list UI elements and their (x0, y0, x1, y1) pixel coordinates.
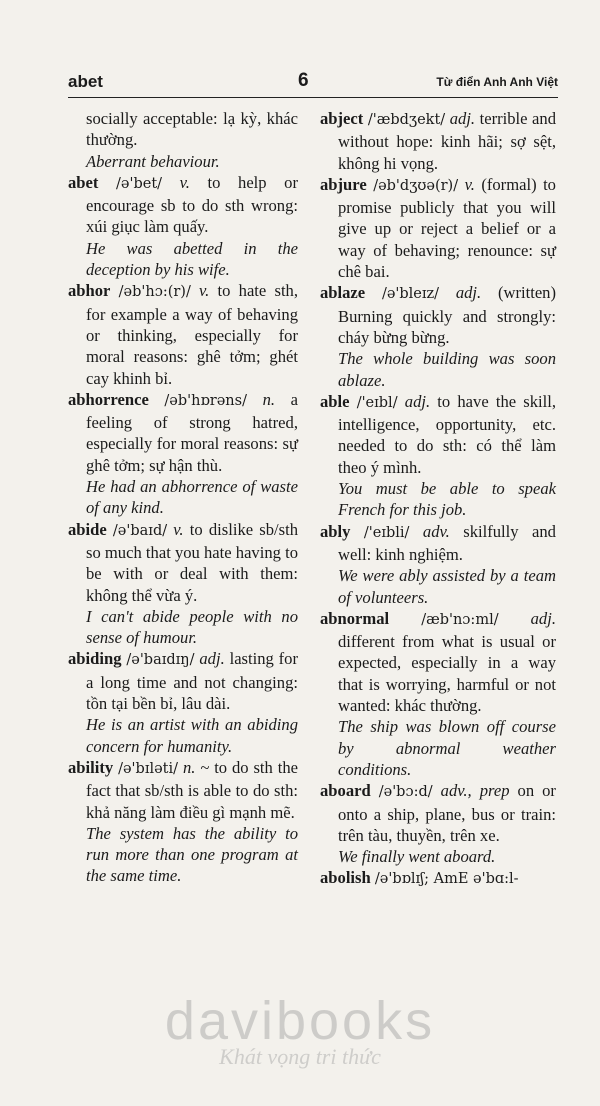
example-sentence: He was abetted in the deception by his wife. (86, 238, 298, 280)
headword: ably (320, 521, 351, 541)
dictionary-entry (68, 280, 298, 388)
pronunciation: /əb'hɒrəns/ (164, 392, 247, 409)
pronunciation: /'æbdʒekt/ (367, 112, 446, 128)
definition: socially acceptable: lạ kỳ, khác thường. (86, 109, 298, 150)
definition: on or onto a ship, plane, bus or train: trên tàu, thuyền, trên xe. (338, 781, 556, 845)
pronunciation: /əb'hɔ:(r)/ (118, 284, 191, 301)
dictionary-entry (320, 867, 556, 890)
pronunciation: /ə'baɪdɪŋ/ (126, 652, 195, 669)
pronunciation: /æb'nɔ:ml/ (421, 611, 499, 628)
headword: abject (320, 109, 364, 128)
example-sentence: We were ably assisted by a team of volunteers. (338, 566, 556, 607)
guide-word: abet (68, 72, 103, 91)
dictionary-entry (320, 174, 556, 282)
definition: to have the skill, intelligence, opportunity, etc. needed to do sth: có thể làm theo ý mình. (338, 391, 557, 477)
example-sentence: We finally went aboard. (338, 847, 496, 867)
pronunciation: /əb'dʒʊə(r)/ (373, 177, 459, 194)
headword: abide (68, 519, 107, 539)
dictionary-entry (320, 780, 556, 846)
dictionary-entry (68, 519, 298, 606)
example-sentence: The whole building was soon ablaze. (338, 349, 556, 390)
headword: abhorrence (68, 389, 149, 409)
part-of-speech: v. (179, 172, 190, 192)
part-of-speech: adj. (449, 109, 476, 128)
watermark-tagline: Khát vọng tri thức (219, 1044, 381, 1069)
definition: (formal) to promise publicly that you will give up or reject a belief or a way of behaving; renounce: sự chê bai. (338, 174, 556, 282)
dictionary-entry (320, 391, 556, 478)
left-column (68, 108, 298, 887)
pronunciation: /'eɪbl/ (356, 394, 398, 411)
entry-continuation (68, 108, 298, 151)
definition: lasting for a long time and not changing: tồn tại bền bỉ, lâu dài. (86, 649, 299, 714)
dictionary-entry (68, 172, 298, 238)
pronunciation: /ə'bɒlɪʃ; AmE ə'bɑ:l- (374, 871, 519, 888)
example-sentence: The system has the ability to run more than one program at the same time. (86, 823, 298, 886)
page-header (68, 72, 558, 94)
dictionary-entry (68, 757, 298, 823)
example-sentence: He had an abhorrence of waste of any kind. (86, 477, 298, 518)
pronunciation: /ə'baɪd/ (112, 522, 168, 539)
part-of-speech: adj. (199, 649, 225, 669)
watermark-brand: davibooks (164, 991, 436, 1051)
watermark (0, 990, 600, 1070)
definition: different from what is usual or expected, especially in a way that is worrying, harmful or not wanted: khác thường. (338, 632, 556, 716)
definition: (written) Burning quickly and strongly: cháy bừng bừng. (338, 283, 557, 347)
part-of-speech: adj. (455, 283, 482, 303)
definition: to do sth the fact that sb/sth is able to do sth: khả năng làm điều gì mạnh mẽ. (86, 757, 299, 822)
dictionary-entry (320, 521, 556, 566)
headword: abet (68, 172, 99, 192)
headword: abolish (320, 868, 371, 888)
part-of-speech: adj. (530, 608, 556, 628)
part-of-speech: v. (173, 519, 184, 539)
pronunciation: /ə'bɔ:d/ (378, 784, 433, 801)
part-of-speech: n. ~ (182, 757, 210, 777)
part-of-speech: adv. (422, 521, 450, 541)
right-column (320, 108, 556, 891)
header-rule (68, 97, 558, 98)
example-sentence: I can't abide people with no sense of humour. (86, 606, 298, 648)
dictionary-entry (68, 389, 298, 476)
example-sentence: The ship was blown off course by abnormal weather conditions. (338, 717, 556, 779)
headword: abiding (68, 649, 122, 669)
headword: able (320, 391, 350, 411)
headword: ablaze (320, 283, 366, 303)
headword: abhor (68, 281, 111, 301)
headword: abnormal (320, 608, 390, 628)
example-sentence: Aberrant behaviour. (86, 151, 220, 171)
page-number: 6 (298, 70, 309, 91)
headword: abjure (320, 174, 367, 194)
definition: to dislike sb/sth so much that you hate having to be with or deal with them: không thể vừa ý. (86, 519, 299, 605)
dictionary-entry (320, 108, 556, 174)
definition: skilfully and well: kinh nghiệm. (338, 521, 556, 564)
pronunciation: /ə'bleɪz/ (381, 286, 440, 303)
book-title: Từ điển Anh Anh Việt (436, 75, 558, 89)
headword: aboard (320, 781, 371, 801)
pronunciation: /ə'bɪləti/ (118, 760, 179, 777)
dictionary-entry (68, 648, 298, 714)
example-sentence: You must be able to speak French for this job. (338, 479, 556, 520)
example-sentence: He is an artist with an abiding concern for humanity. (86, 715, 298, 756)
part-of-speech: n. (262, 389, 276, 409)
definition: a feeling of strong hatred, especially for moral reasons: sự ghê tởm; sự hận thù. (86, 389, 299, 475)
part-of-speech: adv., prep (440, 781, 510, 801)
part-of-speech: v. (464, 174, 475, 194)
dictionary-entry (320, 282, 556, 348)
pronunciation: /ə'bet/ (116, 175, 163, 192)
part-of-speech: v. (199, 281, 210, 301)
definition: to help or encourage sb to do sth wrong: xúi giục làm quấy. (86, 172, 298, 237)
dictionary-entry (320, 608, 556, 716)
headword: ability (68, 757, 114, 777)
definition: to hate sth, for example a way of behaving or thinking, especially for moral reasons: ghê tởm; ghét cay khinh bỉ. (86, 281, 298, 388)
pronunciation: /'eɪbli/ (363, 524, 410, 541)
part-of-speech: adj. (404, 391, 431, 411)
definition: terrible and without hope: kinh hãi; sợ sệt, không hi vọng. (338, 109, 556, 173)
